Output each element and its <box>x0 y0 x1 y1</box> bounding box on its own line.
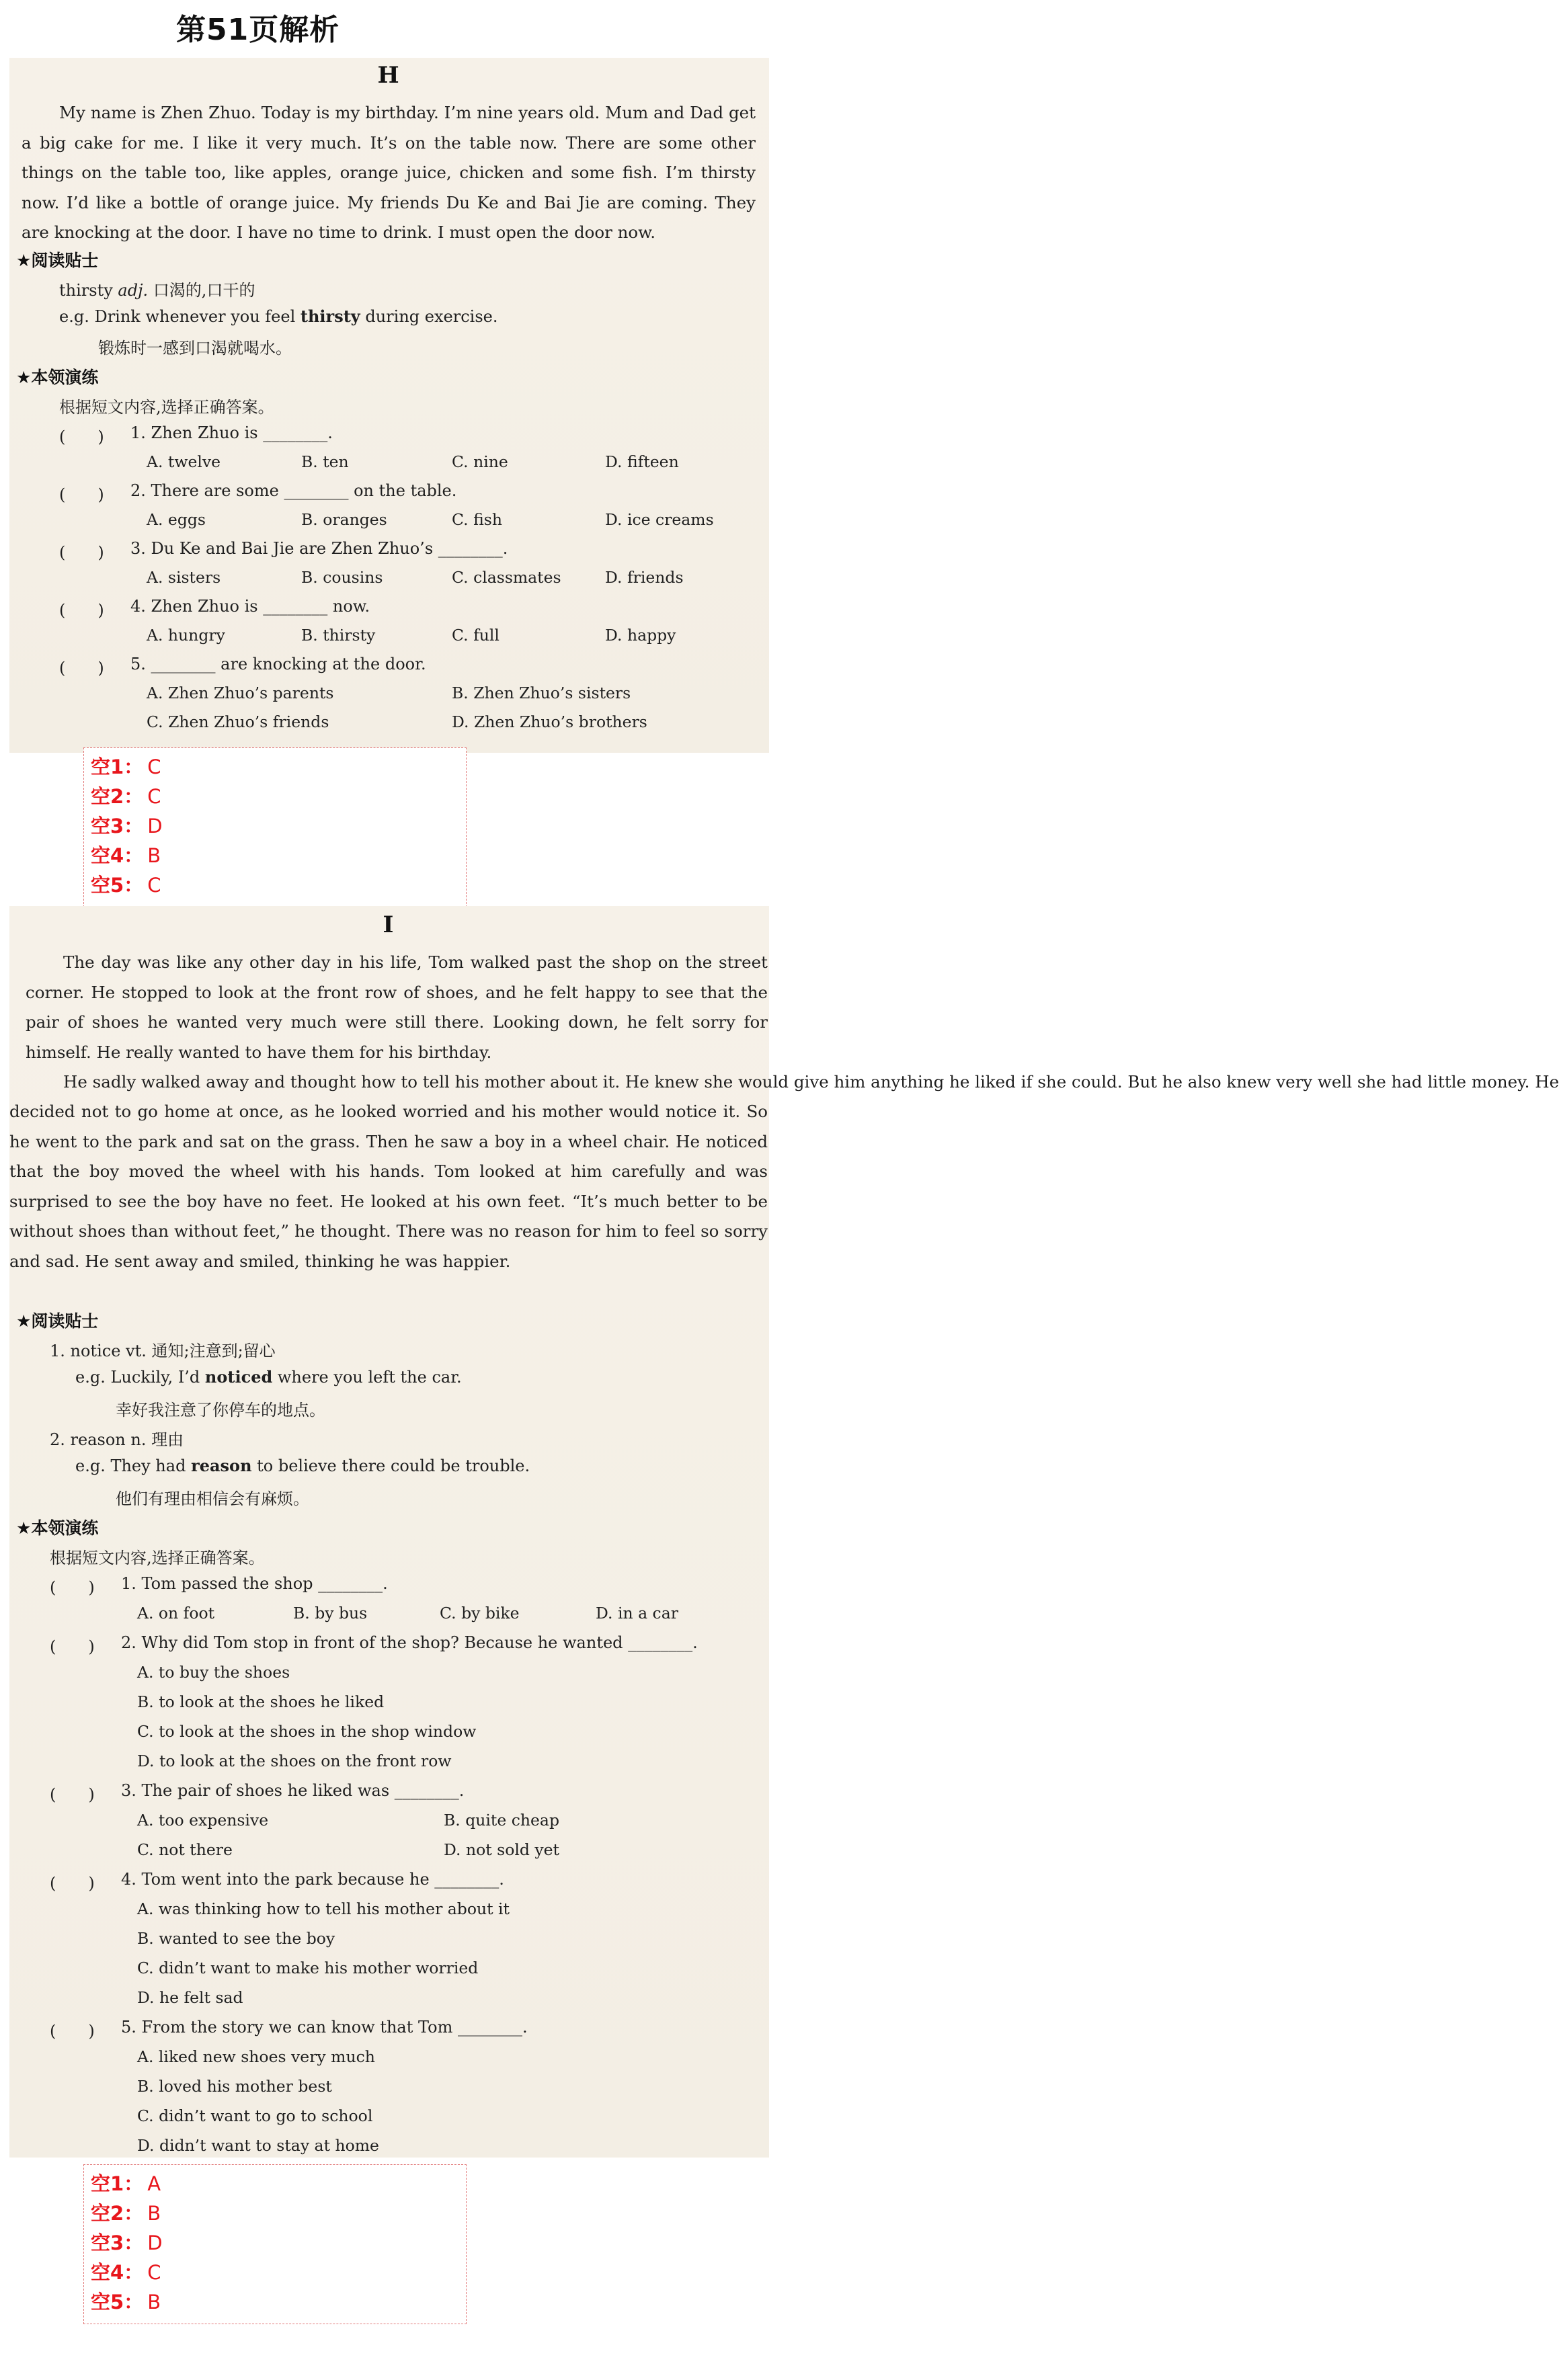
page-title: 第51页解析 <box>176 13 340 47</box>
option: A. sisters <box>147 568 221 587</box>
section-i-example2 <box>75 1456 530 1475</box>
answer-line <box>91 2258 161 2285</box>
option: B. by bus <box>293 1604 368 1623</box>
option: D. ice creams <box>605 510 714 529</box>
answer-label: 空1： <box>91 755 144 778</box>
option: A. too expensive <box>137 1811 269 1830</box>
answer-line <box>91 2228 163 2256</box>
question-paren: ( ) <box>50 1785 95 1804</box>
option: C. classmates <box>452 568 561 587</box>
answer-value: D <box>147 2231 163 2254</box>
option: A. Zhen Zhuo’s parents <box>147 684 334 702</box>
option: A. was thinking how to tell his mother about it <box>137 1899 510 1918</box>
section-h-example <box>59 306 497 326</box>
answer-value: C <box>147 2261 161 2284</box>
option: D. happy <box>605 626 676 645</box>
option: C. didn’t want to go to school <box>137 2106 373 2125</box>
answer-line <box>91 752 161 780</box>
option: B. quite cheap <box>444 1811 559 1830</box>
option: C. Zhen Zhuo’s friends <box>147 712 329 731</box>
option: B. Zhen Zhuo’s sisters <box>452 684 631 702</box>
answer-label: 空2： <box>91 2202 144 2225</box>
section-i-example2-cn: 他们有理由相信会有麻烦。 <box>116 1489 309 1508</box>
example-text: to believe there could be trouble. <box>251 1456 530 1475</box>
answer-box-i <box>83 2164 467 2324</box>
option: C. full <box>452 626 499 645</box>
answer-line <box>91 782 161 809</box>
example-bold-word: noticed <box>204 1367 273 1387</box>
answer-label: 空4： <box>91 844 144 867</box>
section-i-letter: I <box>383 911 394 938</box>
option: C. to look at the shoes in the shop window <box>137 1722 477 1741</box>
answer-label: 空3： <box>91 815 144 837</box>
question-text: 1. Tom passed the shop ________. <box>121 1574 388 1593</box>
question-text: 3. The pair of shoes he liked was ________. <box>121 1781 465 1800</box>
answer-value: B <box>147 844 161 867</box>
option: B. wanted to see the boy <box>137 1929 335 1948</box>
example-text: e.g. Luckily, I’d <box>75 1368 205 1387</box>
answer-value: B <box>147 2291 161 2313</box>
question-text: 3. Du Ke and Bai Jie are Zhen Zhuo’s ________. <box>130 539 508 558</box>
answer-label: 空2： <box>91 785 144 808</box>
question-paren: ( ) <box>59 543 104 562</box>
answer-line <box>91 811 163 839</box>
question-text: 4. Zhen Zhuo is ________ now. <box>130 597 370 616</box>
section-h-vocab <box>59 277 255 300</box>
question-paren: ( ) <box>59 485 104 504</box>
example-text: where you left the car. <box>272 1368 462 1387</box>
section-i-vocab1: 1. notice vt. 通知;注意到;留心 <box>50 1342 276 1360</box>
answer-value: A <box>147 2172 161 2195</box>
option: B. ten <box>301 452 349 471</box>
answer-label: 空3： <box>91 2231 144 2254</box>
option: A. on foot <box>137 1604 215 1623</box>
example-text: during exercise. <box>360 307 498 326</box>
option: D. not sold yet <box>444 1840 560 1859</box>
option: A. hungry <box>147 626 225 645</box>
answer-label: 空5： <box>91 874 144 897</box>
section-i-vocab2: 2. reason n. 理由 <box>50 1430 184 1449</box>
example-bold-word: reason <box>191 1456 252 1475</box>
answer-value: B <box>147 2202 161 2225</box>
option: D. fifteen <box>605 452 679 471</box>
example-text: e.g. They had <box>75 1456 192 1475</box>
answer-line <box>91 2169 161 2197</box>
question-text: 1. Zhen Zhuo is ________. <box>130 423 333 442</box>
section-h-instruction: 根据短文内容,选择正确答案。 <box>59 398 274 417</box>
answer-line <box>91 2287 161 2315</box>
option: D. he felt sad <box>137 1988 243 2007</box>
option: B. loved his mother best <box>137 2077 332 2096</box>
section-i-exercise-heading: ★本领演练 <box>16 1518 99 1538</box>
answer-line <box>91 2199 161 2226</box>
question-text: 5. From the story we can know that Tom ________. <box>121 2018 528 2037</box>
vocab-meaning: 口渴的,口干的 <box>153 281 255 300</box>
option: A. twelve <box>147 452 221 471</box>
section-i-example1-cn: 幸好我注意了你停车的地点。 <box>116 1401 325 1420</box>
section-h-passage: My name is Zhen Zhuo. Today is my birthday. I’m nine years old. Mum and Dad get a big cake for me. I like it very much. It’s on the table now. There are some other things on the table too, like apples, orange juice, chicken and some fish. I’m thirsty now. I’d like a bottle of orange juice. My friends Du Ke and Bai Jie are coming. They are knocking at the door. I have no time to drink. I must open the door now. <box>22 103 756 242</box>
option: D. friends <box>605 568 684 587</box>
option: A. to buy the shoes <box>137 1663 290 1682</box>
vocab-word: thirsty <box>59 281 113 300</box>
section-h-letter: H <box>377 62 399 89</box>
option: C. by bike <box>440 1604 520 1623</box>
section-i-example1 <box>75 1367 462 1387</box>
question-text: 2. Why did Tom stop in front of the shop? Because he wanted ________. <box>121 1633 698 1652</box>
option: D. Zhen Zhuo’s brothers <box>452 712 647 731</box>
answer-value: C <box>147 785 161 808</box>
question-paren: ( ) <box>50 2022 95 2041</box>
vocab-pos: adj. <box>118 281 149 300</box>
section-h-exercise-heading: ★本领演练 <box>16 368 99 387</box>
section-i-instruction: 根据短文内容,选择正确答案。 <box>50 1549 265 1567</box>
answer-value: C <box>147 874 161 897</box>
option: B. to look at the shoes he liked <box>137 1692 385 1711</box>
option: C. didn’t want to make his mother worried <box>137 1959 479 1977</box>
section-i-para2-first: He sadly walked away and thought how to tell his mother about it. He knew she would give him anything he liked if she could. But he also knew very well she had little money. He <box>63 1072 1559 1092</box>
option: D. didn’t want to stay at home <box>137 2136 379 2155</box>
example-text: e.g. Drink whenever you feel <box>59 307 301 326</box>
question-paren: ( ) <box>59 659 104 678</box>
section-i-para2-rest: decided not to go home at once, as he looked worried and his mother would notice it. So he went to the park and sat on the grass. Then he saw a boy in a wheel chair. He noticed that the boy moved the wheel with his hands. Tom looked at him carefully and was surprised to see the boy have no feet. He looked at his own feet. “It’s much better to be without shoes than without feet,” he thought. There was no reason for him to feel so sorry and sad. He sent away and smiled, thinking he was happier. <box>9 1102 768 1271</box>
option: A. liked new shoes very much <box>137 2047 375 2066</box>
option: D. to look at the shoes on the front row <box>137 1752 452 1770</box>
question-paren: ( ) <box>50 1578 95 1597</box>
answer-label: 空4： <box>91 2261 144 2284</box>
answer-value: C <box>147 755 161 778</box>
question-text: 2. There are some ________ on the table. <box>130 481 457 500</box>
answer-value: D <box>147 815 163 837</box>
option: B. cousins <box>301 568 383 587</box>
option: B. oranges <box>301 510 387 529</box>
answer-line <box>91 870 161 898</box>
answer-line <box>91 841 161 868</box>
question-paren: ( ) <box>59 427 104 446</box>
answer-box-h <box>83 747 467 907</box>
section-h-example-cn: 锻炼时一感到口渴就喝水。 <box>98 339 292 358</box>
option: C. not there <box>137 1840 233 1859</box>
question-paren: ( ) <box>59 601 104 620</box>
question-text: 5. ________ are knocking at the door. <box>130 655 426 673</box>
answer-label: 空1： <box>91 2172 144 2195</box>
option: B. thirsty <box>301 626 376 645</box>
option: D. in a car <box>596 1604 678 1623</box>
example-bold-word: thirsty <box>300 306 360 326</box>
question-paren: ( ) <box>50 1874 95 1893</box>
section-h-tips-heading: ★阅读贴士 <box>16 251 99 270</box>
option: A. eggs <box>147 510 206 529</box>
section-i-para1: The day was like any other day in his life, Tom walked past the shop on the street corner. He stopped to look at the front row of shoes, and he felt happy to see that the pair of shoes he wanted very much were still there. Looking down, he felt sorry for himself. He really wanted to have them for his birthday. <box>26 952 768 1062</box>
option: C. fish <box>452 510 502 529</box>
option: C. nine <box>452 452 508 471</box>
answer-label: 空5： <box>91 2291 144 2313</box>
question-text: 4. Tom went into the park because he ________. <box>121 1870 504 1889</box>
section-i-tips-heading: ★阅读贴士 <box>16 1311 99 1331</box>
question-paren: ( ) <box>50 1637 95 1656</box>
